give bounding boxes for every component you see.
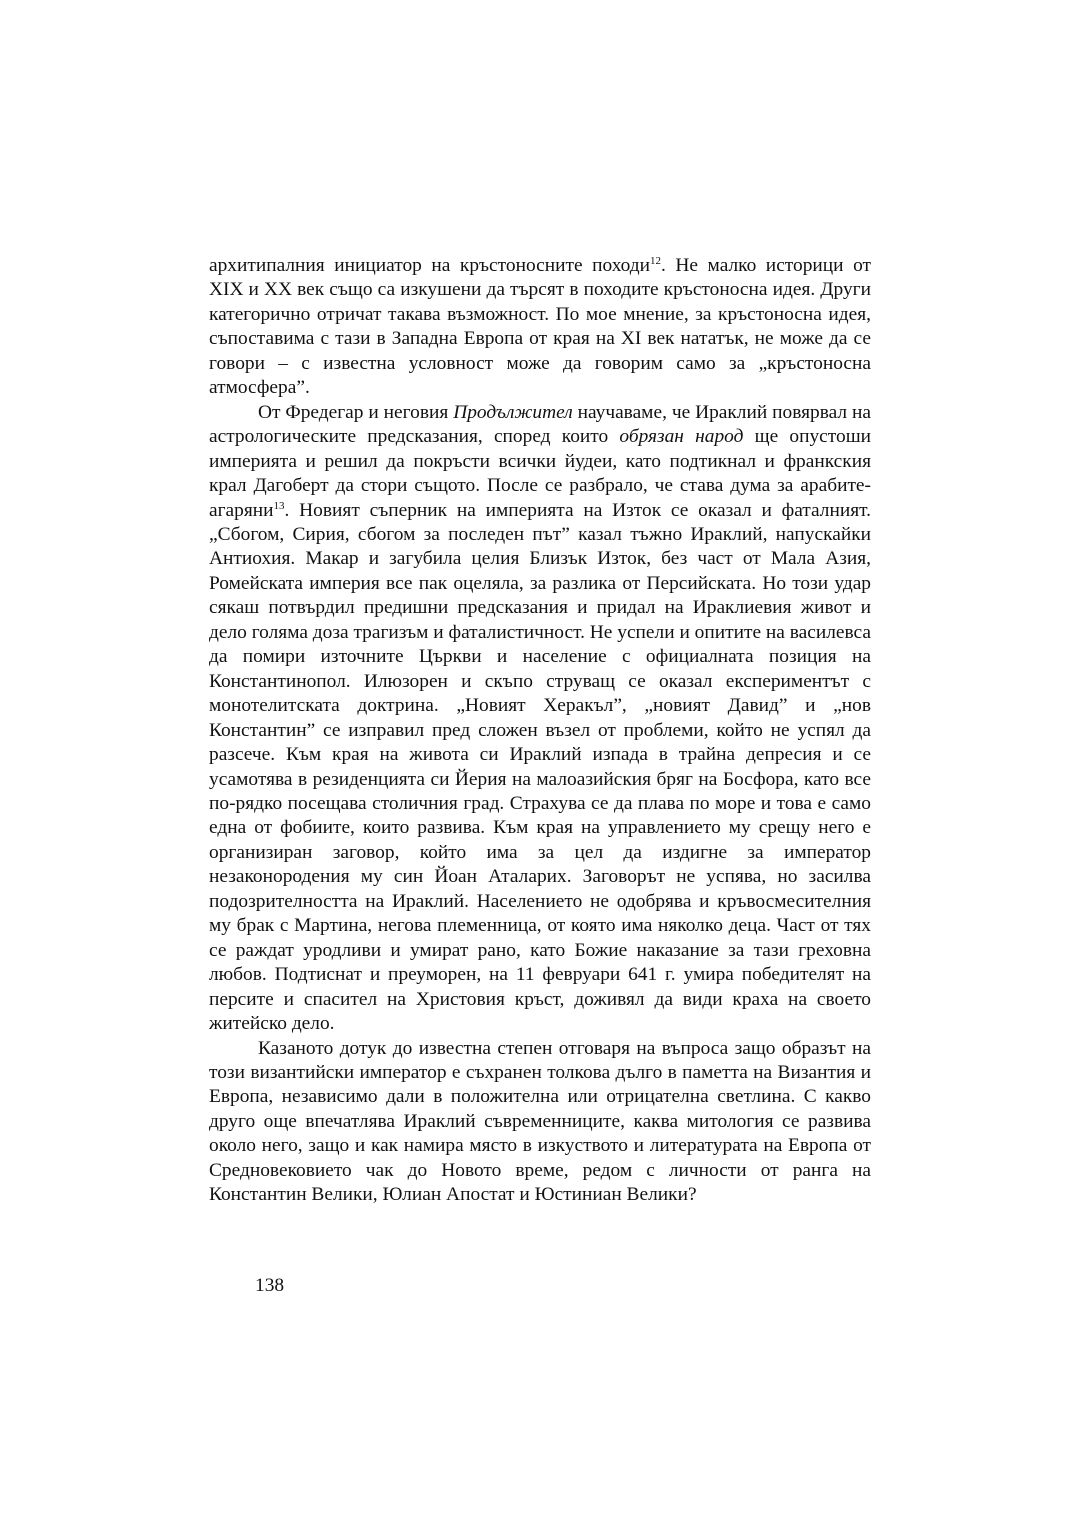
italic-title-prodalzhitel: Продължител xyxy=(453,401,573,423)
paragraph-2-text-c: ще опустоши империята и решил да покръсти всички йудеи, като подтикнал и франкския крал Дагоберт да стори същото. После се разбрало, че става дума за арабите-агаряни xyxy=(209,426,871,521)
paragraph-2-text-b: научаваме, че Ираклий повярвал на астрологическите предсказания, според които xyxy=(209,401,871,448)
paragraph-2-text-a: От Фредегар и неговия xyxy=(258,401,454,423)
footnote-ref-12: 12 xyxy=(650,255,662,267)
page-number: 138 xyxy=(255,1275,285,1296)
paragraph-2 xyxy=(209,401,871,1037)
paragraph-1 xyxy=(209,254,871,401)
paragraph-3: Казаното дотук до известна степен отговаря на въпроса защо образът на този византийски император е съхранен толкова дълго в паметта на Византия и Европа, независимо дали в положителна или отрицателна светлина. С какво друго още впечатлява Ираклий съвременниците, каква митология се развива около него, защо и как намира място в изкуството и литературата на Европа от Средновековието чак до Новото време, редом с личности от ранга на Константин Велики, Юлиан Апостат и Юстиниан Велики? xyxy=(209,1037,871,1206)
footnote-ref-13: 13 xyxy=(273,499,285,512)
paragraph-1-text-a: архитипалния инициатор на кръстоносните походи xyxy=(209,255,651,276)
paragraph-1-text-b: . Не малко историци от XIX и XX век също са изкушени да търсят в походите кръстоносна идея. Други категорично отричат такава възможност. По мое мнение, за кръстоносна идея, съпоставима с тази в Западна Европа от края на XI век нататък, не може да се говори – с известна условност може да говорим само за „кръстоносна атмосфера”. xyxy=(209,255,871,399)
paragraph-2-text-d: . Новият съперник на империята на Изток се оказал и фаталният. „Сбогом, Сирия, сбогом за последен път” казал тъжно Ираклий, напускайки Антиохия. Макар и загубила целия Близък Изток, без част от Мала Азия, Ромейската империя все пак оцеляла, за разлика от Персийската. Но този удар сякаш потвърдил предишни предсказания и придал на Ираклиевия живот и дело голяма доза трагизъм и фаталистичност. Не успели и опитите на василевса да помири източните Църкви и население с официалната позиция на Константинопол. Илюзорен и скъпо струващ се оказал експериментът с монотелитската доктрина. „Новият Херакъл”, „новият Давид” и „нов Константин” се изправил пред сложен възел от проблеми, който не успял да разсече. Към края на живота си Ираклий изпада в трайна депресия и се усамотява в резиденцията си Йерия на малоазийския бряг на Босфора, като все по-рядко посещава столичния град. Страхува се да плава по море и това е само една от фобиите, които развива. Към края на управлението му срещу него е организиран заговор, който има за цел да издигне за император незаконородения му син Йоан Аталарих. Заговорът не успява, но засилва подозрителността на Ираклий. Населението не одобрява и кръвосмесителния му брак с Мартина, негова племенница, от която има няколко деца. Част от тях се раждат уродливи и умират рано, като Божие наказание за тази греховна любов. Подтиснат и преуморен, на 11 февруари 641 г. умира победителят на персите и спасител на Христовия кръст, доживял да види краха на своето житейско дело. xyxy=(209,499,871,1035)
italic-phrase-obryazan-narod: обрязан народ xyxy=(619,426,744,448)
body-text xyxy=(209,254,871,1208)
